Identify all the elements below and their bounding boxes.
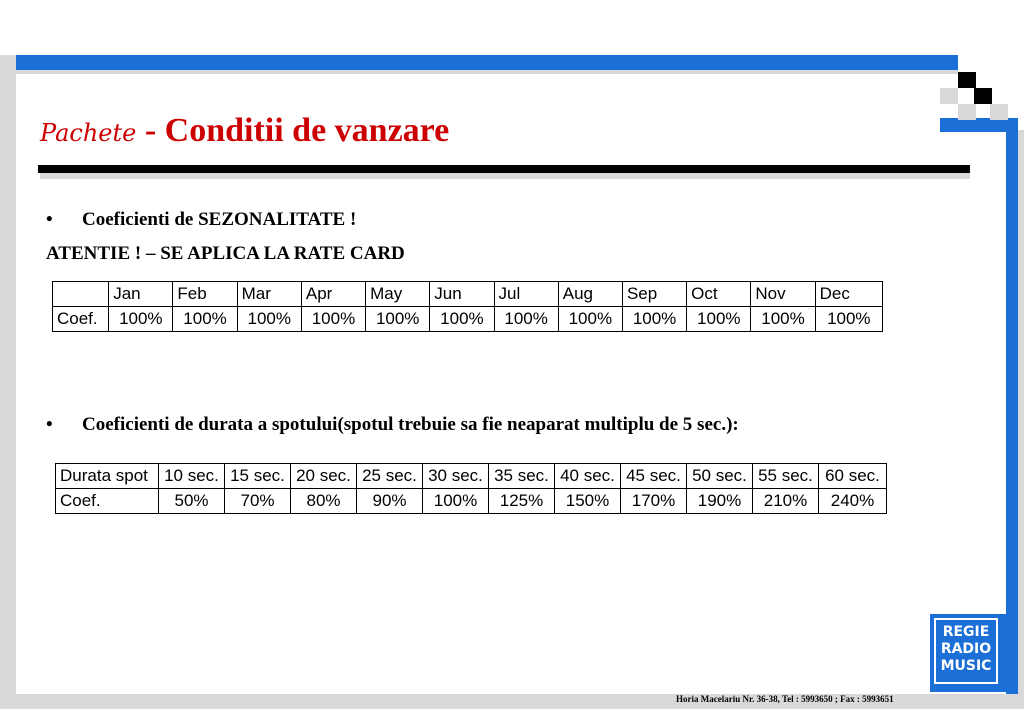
table-cell: 100% xyxy=(366,307,430,332)
frame-top-gray-bar xyxy=(16,70,958,74)
table-cell: 50% xyxy=(159,489,225,514)
seasonality-table xyxy=(52,281,883,332)
logo-line: RADIO xyxy=(940,641,992,657)
table-header-cell: Mar xyxy=(237,282,301,307)
table-header-cell: 25 sec. xyxy=(357,464,423,489)
table-header-cell: Jun xyxy=(430,282,494,307)
table-cell: 170% xyxy=(621,489,687,514)
footer-address: Horia Macelariu Nr. 36-38, Tel : 5993650 ; Fax : 5993651 xyxy=(676,694,894,704)
table-cell: 240% xyxy=(819,489,887,514)
frame-top-blue-bar xyxy=(16,55,958,70)
table-header-cell: Sep xyxy=(622,282,686,307)
table-cell: 100% xyxy=(237,307,301,332)
table-header-cell: Oct xyxy=(687,282,751,307)
table-header-cell: 15 sec. xyxy=(225,464,291,489)
checker-square xyxy=(958,72,976,88)
duration-coef-row xyxy=(56,489,887,514)
checker-square xyxy=(990,104,1008,120)
table-cell: 150% xyxy=(555,489,621,514)
table-header-cell: Apr xyxy=(301,282,365,307)
table-header-cell: May xyxy=(366,282,430,307)
rate-card-note: ATENTIE ! – SE APLICA LA RATE CARD xyxy=(46,243,405,264)
table-header-cell: 10 sec. xyxy=(159,464,225,489)
duration-header-row xyxy=(56,464,887,489)
table-row-label: Coef. xyxy=(56,489,159,514)
table-cell: 100% xyxy=(622,307,686,332)
table-cell: 100% xyxy=(173,307,237,332)
regie-radio-music-logo xyxy=(930,614,1008,692)
table-header-cell: 20 sec. xyxy=(291,464,357,489)
seasonality-header-row xyxy=(53,282,883,307)
table-header-cell: 35 sec. xyxy=(489,464,555,489)
checker-square xyxy=(940,88,958,104)
seasonality-heading: Coeficienti de SEZONALITATE ! xyxy=(82,209,357,230)
table-cell: 190% xyxy=(687,489,753,514)
title-bold-part: - Conditii de vanzare xyxy=(136,112,450,149)
logo-frame xyxy=(934,618,998,684)
table-cell: 90% xyxy=(357,489,423,514)
table-cell: 100% xyxy=(815,307,882,332)
table-header-cell: Jan xyxy=(109,282,173,307)
duration-table xyxy=(55,463,887,514)
frame-right-blue-bar xyxy=(1006,118,1018,698)
bullet-marker: • xyxy=(46,209,53,230)
title-underline-shadow xyxy=(40,173,970,179)
table-header-cell: Dec xyxy=(815,282,882,307)
table-cell: 100% xyxy=(423,489,489,514)
table-header-cell: Aug xyxy=(558,282,622,307)
frame-left-bar xyxy=(0,55,16,695)
table-header-cell: 60 sec. xyxy=(819,464,887,489)
table-cell: 100% xyxy=(687,307,751,332)
table-cell: 80% xyxy=(291,489,357,514)
table-header-cell: Durata spot xyxy=(56,464,159,489)
table-cell: 125% xyxy=(489,489,555,514)
seasonality-coef-row xyxy=(53,307,883,332)
table-row-label: Coef. xyxy=(53,307,109,332)
table-header-cell xyxy=(53,282,109,307)
frame-right-gray-bar xyxy=(1018,130,1024,700)
table-cell: 70% xyxy=(225,489,291,514)
table-cell: 100% xyxy=(751,307,815,332)
table-cell: 210% xyxy=(753,489,819,514)
table-header-cell: 45 sec. xyxy=(621,464,687,489)
table-header-cell: 55 sec. xyxy=(753,464,819,489)
table-header-cell: 30 sec. xyxy=(423,464,489,489)
bullet-marker: • xyxy=(46,414,53,435)
table-header-cell: Nov xyxy=(751,282,815,307)
table-cell: 100% xyxy=(109,307,173,332)
title-underline xyxy=(38,165,970,173)
table-cell: 100% xyxy=(301,307,365,332)
title-italic-part: Pachete xyxy=(40,119,137,147)
page-title xyxy=(40,112,449,150)
checker-square xyxy=(974,88,992,104)
table-header-cell: Feb xyxy=(173,282,237,307)
table-header-cell: 40 sec. xyxy=(555,464,621,489)
table-cell: 100% xyxy=(558,307,622,332)
table-header-cell: 50 sec. xyxy=(687,464,753,489)
table-header-cell: Jul xyxy=(494,282,558,307)
logo-line: REGIE xyxy=(942,624,990,640)
checker-square xyxy=(958,104,976,120)
table-cell: 100% xyxy=(430,307,494,332)
logo-line: MUSIC xyxy=(940,658,992,674)
duration-heading: Coeficienti de durata a spotului(spotul trebuie sa fie neaparat multiplu de 5 sec.): xyxy=(82,414,739,435)
table-cell: 100% xyxy=(494,307,558,332)
